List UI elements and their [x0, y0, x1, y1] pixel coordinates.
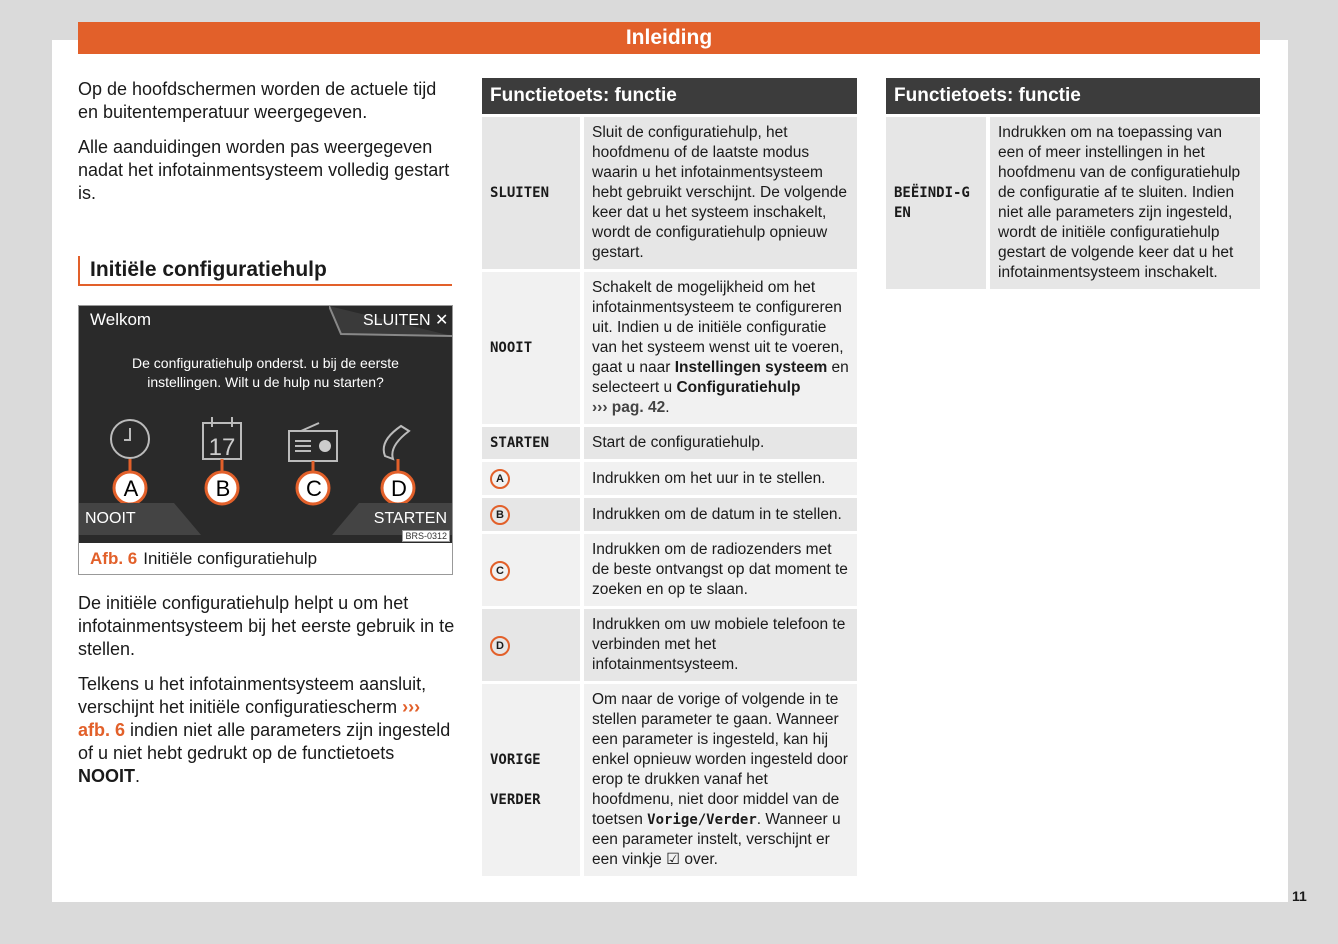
- close-label: SLUITEN: [363, 312, 431, 329]
- desc-cell: Sluit de configuratiehulp, het hoofdmenu of de laatste modus waarin u het infotainmentsysteem hebt gebruikt verschijnt. De volgende keer dat u het systeem inschakelt, wordt de configuratiehulp opnieuw gestart.: [584, 117, 857, 269]
- text: Telkens u het infotainmentsysteem aansluit, verschijnt het initiële configuratiescherm: [78, 674, 427, 717]
- caption-text: Initiële configuratiehulp: [143, 549, 318, 568]
- desc-cell: [584, 684, 857, 876]
- table-header: Functietoets: functie: [482, 78, 857, 114]
- text: en selecteert u: [592, 359, 849, 396]
- key-name: Vorige/Verder: [647, 812, 757, 828]
- key-cell: [482, 684, 584, 876]
- text: Om naar de vorige of volgende in te stellen parameter te gaan. Wanneer een parameter is ingesteld, kan hij enkel opnieuw worden ingesteld door erop te drukken vanaf het hoofdmenu, niet door middel van de toetsen: [592, 691, 848, 828]
- table-row: [886, 117, 1260, 289]
- marker-d: D: [490, 636, 510, 656]
- marker-b: B: [215, 476, 231, 501]
- key-cell: [482, 609, 584, 681]
- menu-name: Configuratiehulp: [676, 379, 801, 396]
- key-next: VERDER: [490, 792, 541, 808]
- marker-d: D: [391, 476, 407, 501]
- intro-text: [78, 78, 456, 217]
- table-header: Functietoets: functie: [886, 78, 1260, 114]
- screen-title: Welkom: [90, 310, 152, 329]
- function-table-1: [482, 75, 857, 879]
- desc-cell: Indrukken om uw mobiele telefoon te verbinden met het infotainmentsysteem.: [584, 609, 857, 681]
- marker-c: C: [306, 476, 322, 501]
- menu-name: Instellingen systeem: [674, 359, 828, 376]
- page-number: 11: [1292, 888, 1307, 904]
- close-icon: ✕: [435, 312, 449, 329]
- key-cell: BEËINDI-GEN: [886, 117, 990, 289]
- radio-icon: [289, 423, 337, 461]
- key-cell: [482, 534, 584, 606]
- text: .: [135, 766, 141, 786]
- calendar-day: 17: [208, 434, 236, 461]
- paragraph: Op de hoofdschermen worden de actuele tijd en buitentemperatuur weergegeven.: [78, 79, 437, 122]
- key-previous: VORIGE: [490, 752, 541, 768]
- function-table-2: [886, 75, 1260, 292]
- table-row: [482, 498, 857, 531]
- desc-cell: Start de configuratiehulp.: [584, 427, 857, 459]
- key-cell: SLUITEN: [482, 117, 584, 269]
- text: .: [665, 399, 670, 416]
- phone-icon: [384, 426, 409, 459]
- checkbox-icon: ☑: [666, 851, 681, 868]
- desc-cell: Indrukken om het uur in te stellen.: [584, 462, 857, 495]
- key-cell: NOOIT: [482, 272, 584, 424]
- infotainment-screen: [79, 306, 452, 543]
- figure: [78, 305, 453, 575]
- marker-c: C: [490, 561, 510, 581]
- desc-cell: [584, 272, 857, 424]
- desc-cell: Indrukken om de radiozenders met de beste ontvangst op dat moment te zoeken en op te slaan.: [584, 534, 857, 606]
- table-row: [482, 684, 857, 876]
- page-link[interactable]: ››› pag. 42: [592, 399, 666, 416]
- key-name: NOOIT: [78, 766, 135, 786]
- body-text: [78, 592, 456, 800]
- table-row: [482, 272, 857, 424]
- marker-a: A: [123, 476, 139, 501]
- figure-code: BRS-0312: [402, 530, 450, 542]
- paragraph: Alle aanduidingen worden pas weergegeven nadat het infotainmentsysteem volledig gestart is.: [78, 137, 450, 203]
- desc-cell: Indrukken om na toepassing van een of meer instellingen in het hoofdmenu van de configuratiehulp de configuratie af te sluiten. Indien niet alle parameters zijn ingesteld, wordt de initiële configuratiehulp gestart de volgende keer dat u het infotainmentsysteem inschakelt.: [990, 117, 1260, 289]
- marker-b: B: [490, 505, 510, 525]
- section-title: Initiële configuratiehulp: [78, 256, 452, 286]
- table-row: [482, 117, 857, 269]
- table-row: [482, 609, 857, 681]
- text: over.: [684, 851, 718, 868]
- calendar-icon: [203, 417, 241, 461]
- text: indien niet alle parameters zijn ingesteld of u niet hebt gedrukt op de functietoets: [78, 720, 451, 763]
- figure-link[interactable]: ››› afb. 6: [78, 697, 421, 740]
- table-row: [482, 534, 857, 606]
- callout-markers: [114, 472, 414, 504]
- paragraph: [78, 673, 456, 788]
- chapter-header: Inleiding: [78, 22, 1260, 54]
- table-row: [482, 427, 857, 459]
- close-button[interactable]: [363, 310, 448, 330]
- table-row: [482, 462, 857, 495]
- figure-caption: [90, 549, 317, 569]
- paragraph: De initiële configuratiehulp helpt u om het infotainmentsysteem bij het eerste gebruik in te stellen.: [78, 593, 455, 659]
- screen-message: De configuratiehulp onderst. u bij de eerste instellingen. Wilt u de hulp nu starten?: [132, 355, 399, 390]
- marker-a: A: [490, 469, 510, 489]
- text: . Wanneer u een parameter instelt, verschijnt er een vinkje: [592, 811, 841, 868]
- key-cell: STARTEN: [482, 427, 584, 459]
- caption-label: Afb. 6: [90, 549, 138, 568]
- never-button[interactable]: NOOIT: [85, 510, 136, 527]
- key-cell: [482, 498, 584, 531]
- key-cell: [482, 462, 584, 495]
- clock-icon: [111, 420, 149, 458]
- desc-cell: Indrukken om de datum in te stellen.: [584, 498, 857, 531]
- start-button[interactable]: STARTEN: [373, 510, 447, 527]
- text: Schakelt de mogelijkheid om het infotainmentsysteem te configureren uit. Indien u de initiële configuratie van het systeem wenst uit te voeren, gaat u naar: [592, 279, 844, 376]
